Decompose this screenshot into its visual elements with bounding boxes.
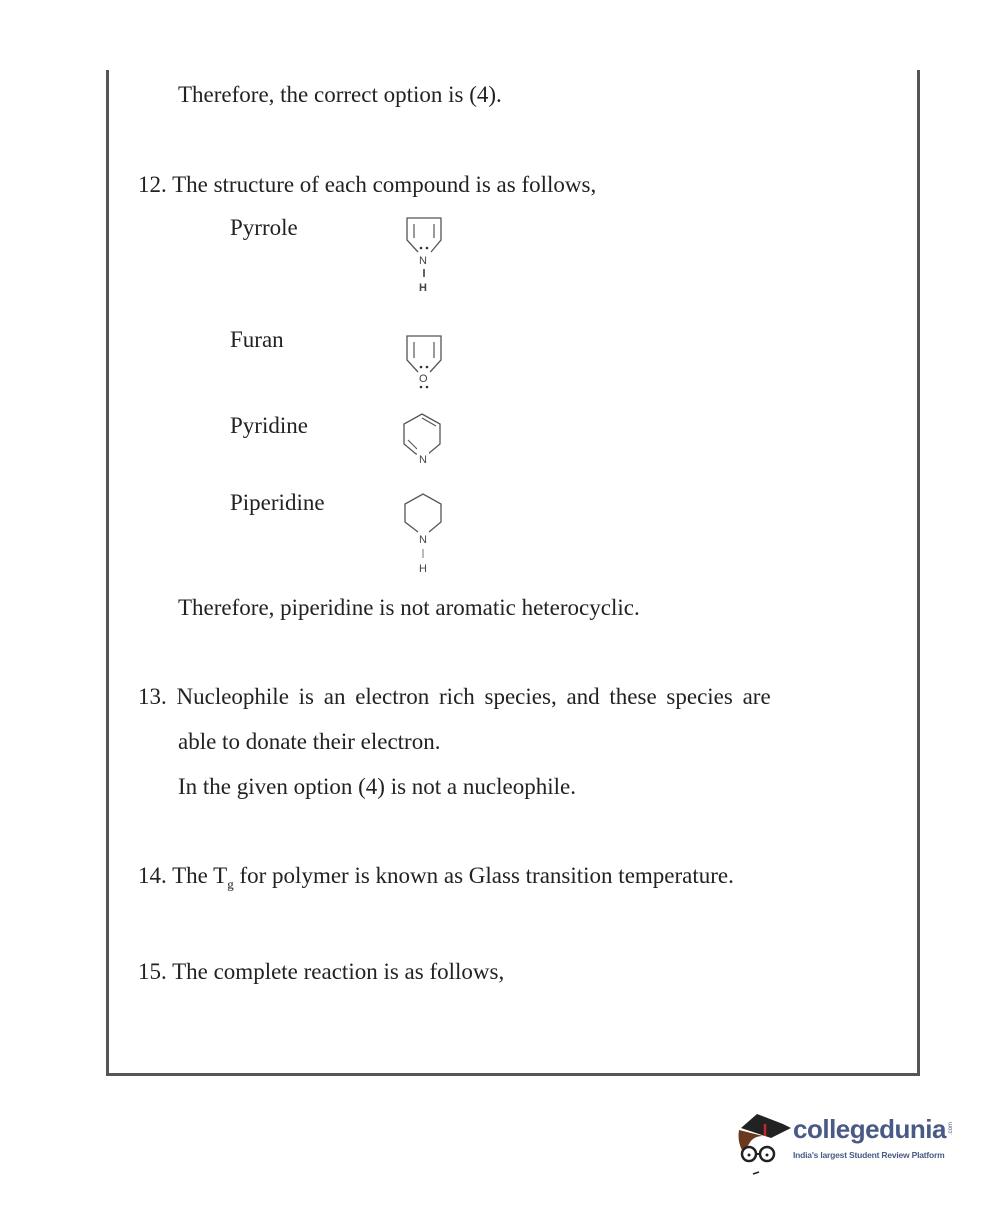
logo-wordmark-row xyxy=(793,1114,954,1144)
logo-tagline: India's largest Student Review Platform xyxy=(793,1150,945,1160)
piperidine-structure xyxy=(398,488,453,578)
question-13-line-1: 13. Nucleophile is an electron rich species, and these species are xyxy=(138,684,771,709)
text-line: Therefore, the correct option is (4). xyxy=(178,82,502,107)
pyrrole-atom-h: H xyxy=(419,282,427,294)
q14-text-pre: 14. The T xyxy=(138,863,228,888)
furan-atom-o: O xyxy=(419,373,428,385)
q14-subscript: g xyxy=(227,876,234,892)
pyridine-structure xyxy=(398,408,453,468)
question-14-line xyxy=(138,864,734,891)
pyrrole-structure xyxy=(398,210,453,298)
compound-label-pyridine: Pyridine xyxy=(230,413,308,438)
answer-box-border xyxy=(106,70,920,1076)
q14-text-post: for polymer is known as Glass transition temperature. xyxy=(233,863,734,888)
question-12-conclusion: Therefore, piperidine is not aromatic heterocyclic. xyxy=(178,595,640,620)
mascot-icon xyxy=(735,1108,793,1188)
logo-com: .com xyxy=(947,1122,954,1136)
collegedunia-logo xyxy=(735,1108,985,1188)
compound-label-pyrrole: Pyrrole xyxy=(230,215,298,240)
logo-text-block xyxy=(793,1114,954,1160)
logo-wordmark: collegedunia xyxy=(793,1114,946,1144)
compound-label-piperidine: Piperidine xyxy=(230,490,325,515)
question-13-line-2: able to donate their electron. xyxy=(178,729,441,754)
piperidine-atom-n: N xyxy=(419,534,427,546)
question-13-line-3: In the given option (4) is not a nucleophile. xyxy=(178,774,576,799)
compound-label-furan: Furan xyxy=(230,327,284,352)
piperidine-atom-h: H xyxy=(419,563,427,575)
question-15-heading: 15. The complete reaction is as follows, xyxy=(138,959,505,984)
question-12-heading: 12. The structure of each compound is as follows, xyxy=(138,172,597,197)
pyridine-atom-n: N xyxy=(419,454,427,466)
pyrrole-atom-n: N xyxy=(419,255,427,267)
furan-structure xyxy=(398,328,453,393)
